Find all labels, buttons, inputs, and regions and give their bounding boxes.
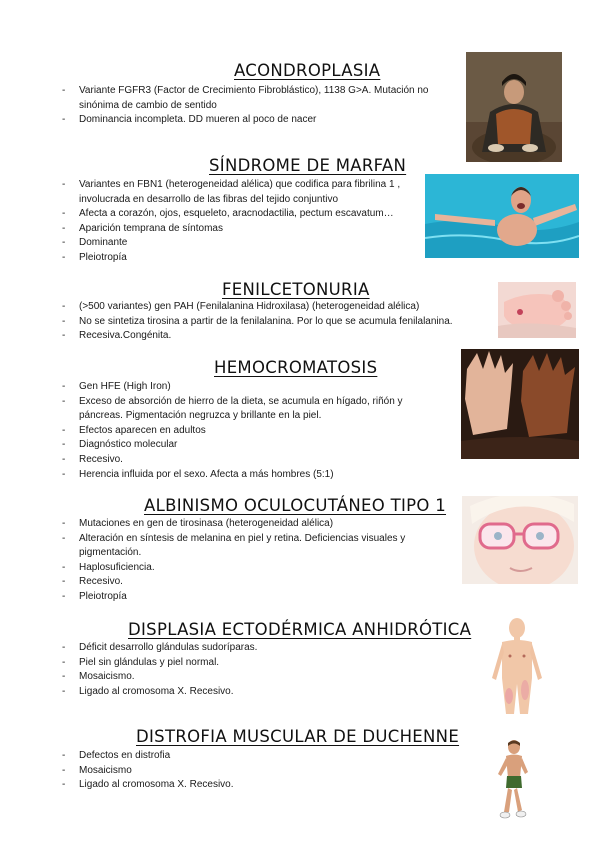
list-item: - Dominante bbox=[62, 236, 428, 251]
list-item: - Gen HFE (High Iron) bbox=[62, 380, 428, 395]
list-item: - Pleiotropía bbox=[62, 590, 446, 605]
bullet-list bbox=[62, 380, 428, 482]
list-item: - Efectos aparecen en adultos bbox=[62, 424, 428, 439]
bullet-list bbox=[62, 84, 454, 128]
section-title: DISPLASIA ECTODÉRMICA ANHIDRÓTICA bbox=[128, 620, 472, 639]
list-item: - Mosaicismo. bbox=[62, 670, 442, 685]
list-item: - Déficit desarrollo glándulas sudoríparas. bbox=[62, 641, 442, 656]
list-item: - Haplosuficiencia. bbox=[62, 561, 446, 576]
list-item: - Pleiotropía bbox=[62, 251, 428, 266]
list-item: - Aparición temprana de síntomas bbox=[62, 222, 428, 237]
list-item: - Recesivo. bbox=[62, 453, 428, 468]
bullet-list bbox=[62, 300, 502, 344]
list-item: - Exceso de absorción de hierro de la dieta, se acumula en hígado, riñón y páncreas. Pigmentación negruzca y brillante en la piel. bbox=[62, 395, 428, 424]
list-item: - Herencia influida por el sexo. Afecta a más hombres (5:1) bbox=[62, 468, 428, 483]
section-title: ALBINISMO OCULOCUTÁNEO TIPO 1 bbox=[144, 496, 447, 515]
list-item: - Diagnóstico molecular bbox=[62, 438, 428, 453]
bullet-list bbox=[62, 517, 446, 605]
list-item: - Ligado al cromosoma X. Recesivo. bbox=[62, 778, 442, 793]
section-title: DISTROFIA MUSCULAR DE DUCHENNE bbox=[136, 727, 460, 746]
list-item: - Variantes en FBN1 (heterogeneidad alélica) que codifica para fibrilina 1 , involucrada en desarrollo de las fibras del tejido conjuntivo bbox=[62, 178, 428, 207]
section-title: SÍNDROME DE MARFAN bbox=[209, 156, 407, 175]
baby-foot-image bbox=[498, 282, 576, 338]
list-item: - No se sintetiza tirosina a partir de la fenilalanina. Por lo que se acumula fenilalanina. bbox=[62, 315, 502, 330]
list-item: - Mosaicismo bbox=[62, 764, 442, 779]
bullet-list bbox=[62, 178, 428, 266]
list-item: - Alteración en síntesis de melanina en piel y retina. Deficiencias visuales y pigmentación. bbox=[62, 532, 446, 561]
section-title: HEMOCROMATOSIS bbox=[214, 358, 378, 377]
section-title: FENILCETONURIA bbox=[222, 280, 370, 299]
list-item: - Recesiva.Congénita. bbox=[62, 329, 502, 344]
child-with-glasses-image bbox=[462, 496, 578, 584]
bullet-list bbox=[62, 641, 442, 699]
swimming-boy-image bbox=[425, 174, 579, 258]
list-item: - Recesivo. bbox=[62, 575, 446, 590]
section-title: ACONDROPLASIA bbox=[234, 61, 381, 80]
list-item: - Mutaciones en gen de tirosinasa (heterogeneidad alélica) bbox=[62, 517, 446, 532]
walking-boy-image bbox=[490, 738, 534, 822]
list-item: - Variante FGFR3 (Factor de Crecimiento Fibroblástico), 1138 G>A. Mutación no sinónima de cambio de sentido bbox=[62, 84, 454, 113]
list-item: - Ligado al cromosoma X. Recesivo. bbox=[62, 685, 442, 700]
list-item: - Piel sin glándulas y piel normal. bbox=[62, 656, 442, 671]
list-item: - Dominancia incompleta. DD mueren al poco de nacer bbox=[62, 113, 454, 128]
portrait-painting-image bbox=[466, 52, 562, 162]
bullet-list bbox=[62, 749, 442, 793]
list-item: - (>500 variantes) gen PAH (Fenilalanina Hidroxilasa) (heterogeneidad alélica) bbox=[62, 300, 502, 315]
anatomy-figure-image bbox=[486, 616, 548, 716]
list-item: - Afecta a corazón, ojos, esqueleto, aracnodactilia, pectum escavatum… bbox=[62, 207, 428, 222]
hands-comparison-image bbox=[461, 349, 579, 459]
list-item: - Defectos en distrofia bbox=[62, 749, 442, 764]
